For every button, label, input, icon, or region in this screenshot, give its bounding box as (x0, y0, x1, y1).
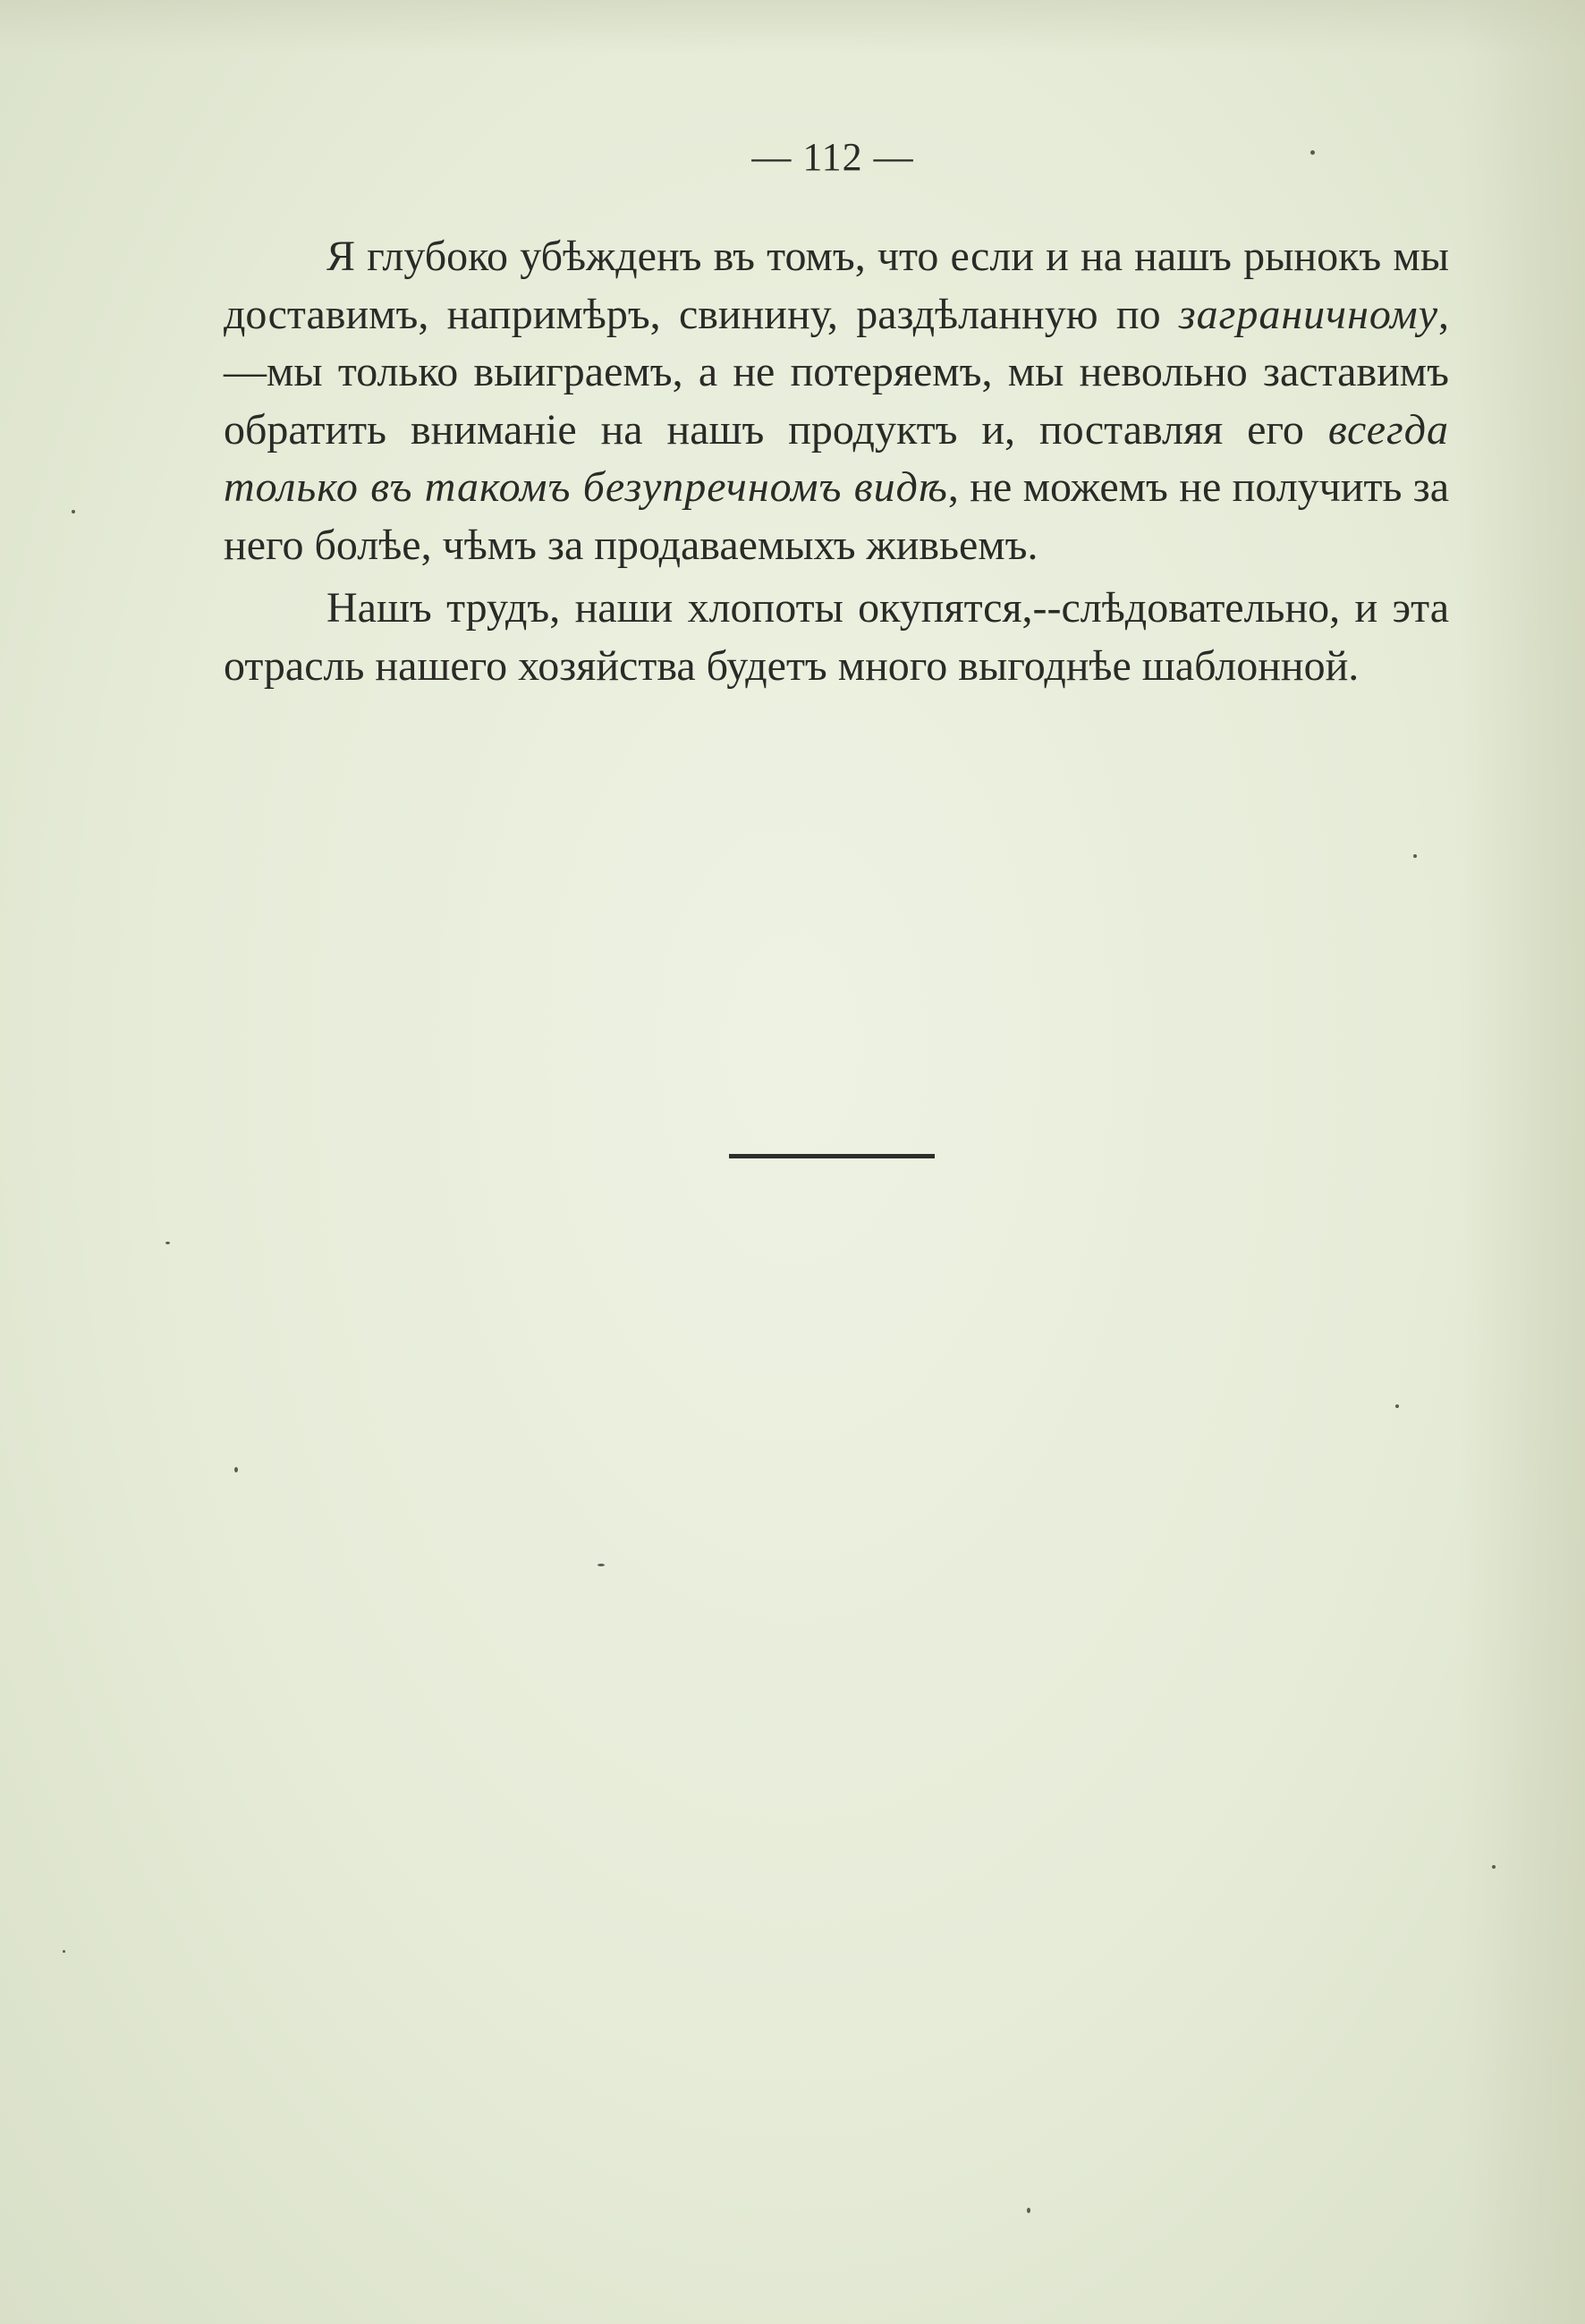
paper-speck (63, 1950, 65, 1953)
paragraph-2-text-1: Нашъ трудъ, наши хлопоты окупятся,--слѣдовательно, и эта отрасль нашего хозяйства будетъ много выгоднѣе шаблонной. (224, 584, 1449, 690)
paragraph-2 (224, 580, 1449, 695)
paper-speck (1492, 1865, 1496, 1869)
paper-speck (72, 510, 75, 513)
paper-speck (1395, 1404, 1399, 1408)
body-text (224, 228, 1449, 695)
paragraph-1-text-3: , не можемъ не получить за него болѣе, чѣмъ за продаваемыхъ живьемъ. (224, 463, 1449, 569)
page-top-shadow (0, 0, 1585, 54)
paragraph-1-italic-2: всегда только въ такомъ безупречномъ видѣ (224, 405, 1449, 511)
paper-speck (1413, 854, 1417, 858)
paper-speck (598, 1564, 605, 1566)
page-number: — 112 — (751, 135, 914, 179)
page-gutter-shadow (1460, 0, 1585, 2324)
paragraph-1 (224, 228, 1449, 574)
paper-speck (234, 1467, 238, 1472)
paper-speck (165, 1242, 170, 1244)
end-rule (729, 1154, 935, 1158)
paper-speck (1027, 2208, 1030, 2213)
paragraph-1-text-2: ,—мы только выиграемъ, а не потеряемъ, мы невольно заставимъ обратить вниманіе на нашъ продуктъ и, поставляя его (224, 290, 1449, 454)
paragraph-1-text-1: Я глубоко убѣжденъ въ томъ, что если и на нашъ рынокъ мы доставимъ, напримѣръ, свинину, раздѣланную по (224, 233, 1449, 338)
paragraph-1-italic-1: заграничному (1178, 290, 1438, 338)
paper-speck (1310, 150, 1315, 155)
